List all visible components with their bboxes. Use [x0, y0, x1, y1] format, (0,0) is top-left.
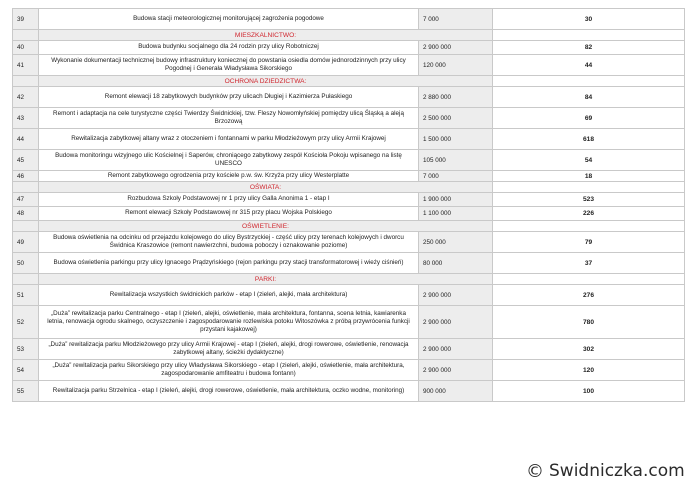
project-number: 42	[13, 87, 39, 108]
project-description: Rozbudowa Szkoły Podstawowej nr 1 przy ulicy Galla Anonima 1 - etap I	[39, 193, 419, 207]
project-amount: 250 000	[419, 232, 493, 253]
project-votes: 79	[493, 232, 685, 253]
project-description: Remont zabytkowego ogrodzenia przy kościele p.w. św. Krzyża przy ulicy Westerplatte	[39, 171, 419, 182]
section-spacer	[493, 76, 685, 87]
project-number: 40	[13, 41, 39, 55]
budget-table-body	[13, 9, 685, 402]
section-spacer	[493, 182, 685, 193]
project-votes: 30	[493, 9, 685, 30]
section-title: OŚWIATA:	[39, 182, 493, 193]
project-description: Remont elewacji Szkoły Podstawowej nr 315 przy placu Wojska Polskiego	[39, 207, 419, 221]
budget-table	[12, 8, 685, 402]
project-amount: 1 900 000	[419, 193, 493, 207]
section-title: OCHRONA DZIEDZICTWA:	[39, 76, 493, 87]
project-votes: 226	[493, 207, 685, 221]
project-amount: 2 900 000	[419, 339, 493, 360]
project-description: „Duża” rewitalizacja parku Sikorskiego przy ulicy Władysława Sikorskiego - etap I (zieleń, alejki, oświetlenie, mała architektura, zagospodarowanie amfiteatru i budowa fontann)	[39, 360, 419, 381]
project-description: Wykonanie dokumentacji technicznej budowy infrastruktury koniecznej do powstania osiedla domów jednorodzinnych przy ulicy Pogodnej i Generała Władysława Sikorskiego	[39, 55, 419, 76]
section-spacer	[13, 274, 39, 285]
section-spacer	[493, 221, 685, 232]
project-amount: 7 000	[419, 9, 493, 30]
table-row	[13, 193, 685, 207]
project-description: Rewitalizacja zabytkowej altany wraz z otoczeniem i fontannami w parku Młodzieżowym przy ulicy Armii Krajowej	[39, 129, 419, 150]
section-title: OŚWIETLENIE:	[39, 221, 493, 232]
section-spacer	[13, 30, 39, 41]
project-votes: 120	[493, 360, 685, 381]
table-row	[13, 150, 685, 171]
table-row	[13, 129, 685, 150]
table-row	[13, 285, 685, 306]
project-votes: 82	[493, 41, 685, 55]
project-number: 46	[13, 171, 39, 182]
section-spacer	[13, 182, 39, 193]
section-title: MIESZKALNICTWO:	[39, 30, 493, 41]
project-description: Remont elewacji 18 zabytkowych budynków przy ulicach Długiej i Kazimierza Pułaskiego	[39, 87, 419, 108]
table-row	[13, 41, 685, 55]
project-amount: 2 880 000	[419, 87, 493, 108]
section-spacer	[13, 221, 39, 232]
section-row	[13, 30, 685, 41]
project-number: 44	[13, 129, 39, 150]
project-amount: 2 900 000	[419, 360, 493, 381]
section-row	[13, 182, 685, 193]
project-number: 39	[13, 9, 39, 30]
project-number: 49	[13, 232, 39, 253]
project-number: 48	[13, 207, 39, 221]
table-row	[13, 108, 685, 129]
section-row	[13, 76, 685, 87]
project-description: Budowa stacji meteorologicznej monitorującej zagrożenia pogodowe	[39, 9, 419, 30]
project-votes: 780	[493, 306, 685, 339]
project-number: 43	[13, 108, 39, 129]
project-number: 41	[13, 55, 39, 76]
project-votes: 276	[493, 285, 685, 306]
project-number: 47	[13, 193, 39, 207]
project-number: 50	[13, 253, 39, 274]
project-description: Rewitalizacja parku Strzelnica - etap I (zieleń, alejki, drogi rowerowe, oświetlenie, mała architektura, oczko wodne, monitoring)	[39, 381, 419, 402]
project-amount: 2 900 000	[419, 285, 493, 306]
project-votes: 54	[493, 150, 685, 171]
project-description: Budowa oświetlenia parkingu przy ulicy Ignacego Prądzyńskiego (rejon parkingu przy stacji transformatorowej i wieży ciśnień)	[39, 253, 419, 274]
project-description: Budowa budynku socjalnego dla 24 rodzin przy ulicy Robotniczej	[39, 41, 419, 55]
project-votes: 100	[493, 381, 685, 402]
table-row	[13, 207, 685, 221]
table-row	[13, 171, 685, 182]
section-spacer	[493, 274, 685, 285]
project-description: „Duża” rewitalizacja parku Centralnego - etap I (zieleń, alejki, oświetlenie, mała architektura, fontanna, scena letnia, kawiarenka letnia, renowacja ogrodu skalnego, oczyszczenie i zagospodarowanie rozlewiska potoku Witoszówka z próbą przywrócenia funkcji przystani kajakowej)	[39, 306, 419, 339]
project-number: 51	[13, 285, 39, 306]
table-row	[13, 306, 685, 339]
project-number: 54	[13, 360, 39, 381]
project-votes: 69	[493, 108, 685, 129]
project-amount: 2 900 000	[419, 306, 493, 339]
table-row	[13, 87, 685, 108]
copyright-icon: ©	[526, 460, 544, 482]
project-votes: 523	[493, 193, 685, 207]
project-number: 52	[13, 306, 39, 339]
section-title: PARKI:	[39, 274, 493, 285]
project-votes: 84	[493, 87, 685, 108]
project-amount: 120 000	[419, 55, 493, 76]
project-amount: 1 500 000	[419, 129, 493, 150]
project-votes: 18	[493, 171, 685, 182]
project-amount: 80 000	[419, 253, 493, 274]
project-description: Budowa oświetlenia na odcinku od przejazdu kolejowego do ulicy Bystrzyckiej - część ulicy przy terenach kolejowych i dworcu Świdnica Kraszowice (remont nawierzchni, budowa poboczy i oznakowanie poziome)	[39, 232, 419, 253]
project-description: Rewitalizacja wszystkich świdnickich parków - etap I (zieleń, alejki, mała architektura)	[39, 285, 419, 306]
project-number: 55	[13, 381, 39, 402]
table-row	[13, 360, 685, 381]
project-description: „Duża” rewitalizacja parku Młodzieżowego przy ulicy Armii Krajowej - etap I (zieleń, alejki, drogi rowerowe, oświetlenie, renowacja zabytkowej altany, ścieżki dydaktyczne)	[39, 339, 419, 360]
section-row	[13, 274, 685, 285]
project-amount: 1 100 000	[419, 207, 493, 221]
watermark-text: Swidniczka.com	[549, 461, 685, 481]
table-row	[13, 9, 685, 30]
table-row	[13, 232, 685, 253]
table-row	[13, 253, 685, 274]
project-description: Budowa monitoringu wizyjnego ulic Kościelnej i Saperów, chroniącego zabytkowy zespół Kościoła Pokoju wpisanego na listę UNESCO	[39, 150, 419, 171]
section-spacer	[13, 76, 39, 87]
project-votes: 302	[493, 339, 685, 360]
watermark	[516, 454, 694, 488]
project-description: Remont i adaptacja na cele turystyczne części Twierdzy Świdnickiej, tzw. Fleszy Nowomłyńskiej pomiędzy ulicą Śląską a aleją Brzozową	[39, 108, 419, 129]
table-row	[13, 381, 685, 402]
table-row	[13, 55, 685, 76]
section-row	[13, 221, 685, 232]
section-spacer	[493, 30, 685, 41]
project-number: 45	[13, 150, 39, 171]
project-votes: 37	[493, 253, 685, 274]
project-number: 53	[13, 339, 39, 360]
project-amount: 2 500 000	[419, 108, 493, 129]
project-amount: 7 000	[419, 171, 493, 182]
table-row	[13, 339, 685, 360]
project-amount: 900 000	[419, 381, 493, 402]
project-amount: 105 000	[419, 150, 493, 171]
project-votes: 44	[493, 55, 685, 76]
project-amount: 2 900 000	[419, 41, 493, 55]
project-votes: 618	[493, 129, 685, 150]
